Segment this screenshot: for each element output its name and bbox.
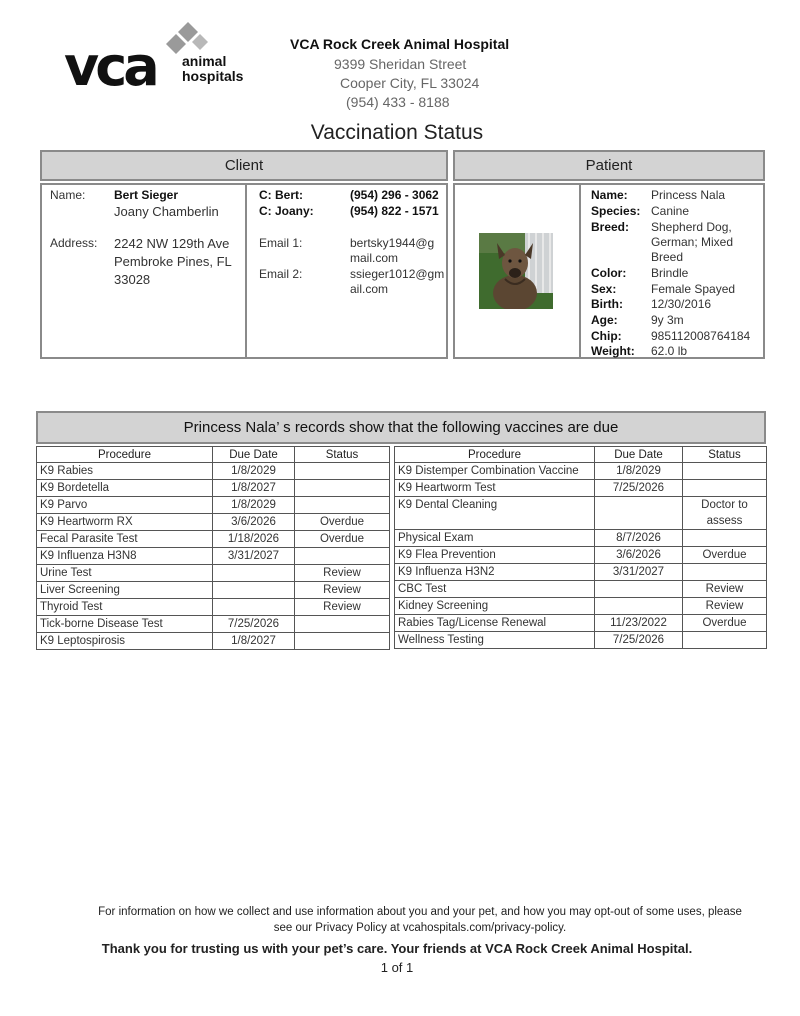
table-header-row (395, 447, 767, 463)
table-row (37, 582, 390, 599)
logo-brand: vca (64, 35, 156, 98)
status-cell (683, 480, 767, 497)
chip-label: Chip: (591, 329, 622, 343)
hospital-name: VCA Rock Creek Animal Hospital (290, 36, 510, 52)
due-date-cell: 1/8/2029 (213, 497, 295, 514)
procedure-cell: K9 Rabies (37, 463, 213, 480)
table-row (37, 599, 390, 616)
procedure-cell: Rabies Tag/License Renewal (395, 615, 595, 632)
hospital-street: 9399 Sheridan Street (334, 56, 467, 72)
client-address-line: Pembroke Pines, FL (114, 254, 232, 269)
status-cell (295, 480, 390, 497)
hospital-phone: (954) 433 - 8188 (346, 94, 450, 110)
client-name-secondary: Joany Chamberlin (114, 204, 219, 219)
client-address-line: 33028 (114, 272, 151, 287)
patient-name: Princess Nala (651, 188, 726, 202)
due-date-column-header: Due Date (213, 447, 295, 463)
due-date-cell: 3/6/2026 (213, 514, 295, 531)
status-cell (295, 497, 390, 514)
sex-label: Sex: (591, 282, 617, 296)
phone2-value: (954) 822 - 1571 (350, 204, 439, 218)
phone1-value: (954) 296 - 3062 (350, 188, 439, 202)
due-date-cell: 1/8/2027 (213, 480, 295, 497)
table-row (37, 531, 390, 548)
table-row (37, 616, 390, 633)
status-cell (295, 548, 390, 565)
due-date-cell: 8/7/2026 (595, 530, 683, 547)
email2-label: Email 2: (259, 267, 303, 281)
procedure-cell: K9 Flea Prevention (395, 547, 595, 564)
phone2-label: C: Joany: (259, 204, 314, 218)
color-label: Color: (591, 266, 627, 280)
email1-value: mail.com (350, 251, 399, 265)
status-cell (683, 463, 767, 480)
patient-panel (453, 183, 765, 359)
patient-divider (579, 185, 581, 357)
age-label: Age: (591, 313, 618, 327)
email2-value: ssieger1012@gm (350, 267, 445, 281)
status-cell: Review (295, 565, 390, 582)
vaccines-table-right (394, 446, 767, 649)
status-cell: Review (295, 582, 390, 599)
thank-you-message: Thank you for trusting us with your pet’s care. Your friends at VCA Rock Creek Animal Hospital. (101, 941, 693, 956)
sex-value: Female Spayed (651, 282, 736, 296)
table-row (395, 530, 767, 547)
chip-value: 985112008764184 (651, 329, 751, 343)
status-column-header: Status (683, 447, 767, 463)
procedure-cell: Tick-borne Disease Test (37, 616, 213, 633)
status-cell: Review (683, 581, 767, 598)
status-cell (683, 564, 767, 581)
due-date-cell: 7/25/2026 (213, 616, 295, 633)
status-cell (295, 616, 390, 633)
color-value: Brindle (651, 266, 689, 280)
due-date-cell: 3/31/2027 (595, 564, 683, 581)
due-date-cell (213, 565, 295, 582)
client-panel (40, 183, 448, 359)
due-date-cell: 1/8/2029 (213, 463, 295, 480)
procedure-cell: K9 Heartworm Test (395, 480, 595, 497)
species-label: Species: (591, 204, 641, 218)
due-date-cell: 1/8/2029 (595, 463, 683, 480)
due-date-cell: 11/23/2022 (595, 615, 683, 632)
due-date-column-header: Due Date (595, 447, 683, 463)
procedure-cell: Fecal Parasite Test (37, 531, 213, 548)
due-date-cell: 1/18/2026 (213, 531, 295, 548)
due-date-cell (213, 582, 295, 599)
procedure-column-header: Procedure (37, 447, 213, 463)
due-date-cell: 1/8/2027 (213, 633, 295, 650)
vca-logo (64, 22, 244, 98)
species-value: Canine (651, 204, 690, 218)
client-address-line: 2242 NW 129th Ave (114, 236, 230, 251)
email2-value: ail.com (350, 282, 389, 296)
due-date-cell: 7/25/2026 (595, 480, 683, 497)
table-row (395, 463, 767, 480)
procedure-cell: Physical Exam (395, 530, 595, 547)
hospital-city: Cooper City, FL 33024 (340, 75, 480, 91)
table-row (37, 633, 390, 650)
due-date-cell (595, 598, 683, 615)
client-divider (245, 185, 247, 357)
vaccines-table-left (36, 446, 390, 650)
status-cell: Review (295, 599, 390, 616)
birth-label: Birth: (591, 297, 623, 311)
table-row (395, 581, 767, 598)
table-row (37, 497, 390, 514)
table-row (395, 615, 767, 632)
status-cell (683, 530, 767, 547)
breed-label: Breed: (591, 220, 630, 234)
procedure-cell: K9 Influenza H3N2 (395, 564, 595, 581)
due-date-cell (213, 599, 295, 616)
status-cell (295, 633, 390, 650)
weight-label: Weight: (591, 344, 635, 358)
age-value: 9y 3m (651, 313, 684, 327)
vaccines-left-body (37, 463, 390, 650)
procedure-cell: Wellness Testing (395, 632, 595, 649)
vaccines-heading: Princess Nala’ s records show that the following vaccines are due (36, 411, 766, 444)
procedure-column-header: Procedure (395, 447, 595, 463)
procedure-cell: Kidney Screening (395, 598, 595, 615)
status-cell: Doctor to assess (683, 497, 767, 530)
due-date-cell (595, 497, 683, 530)
table-row (37, 548, 390, 565)
breed-value: German; Mixed (651, 235, 734, 249)
due-date-cell: 7/25/2026 (595, 632, 683, 649)
procedure-cell: Urine Test (37, 565, 213, 582)
weight-value: 62.0 lb (651, 344, 688, 358)
procedure-cell: K9 Dental Cleaning (395, 497, 595, 530)
logo-line-1: animal (182, 53, 227, 69)
phone1-label: C: Bert: (259, 188, 303, 202)
pet-photo (479, 233, 553, 309)
status-cell: Overdue (683, 615, 767, 632)
procedure-cell: K9 Heartworm RX (37, 514, 213, 531)
procedure-cell: K9 Bordetella (37, 480, 213, 497)
client-name-primary: Bert Sieger (114, 188, 179, 202)
status-cell: Overdue (295, 531, 390, 548)
email1-label: Email 1: (259, 236, 303, 250)
status-cell (683, 632, 767, 649)
status-cell: Review (683, 598, 767, 615)
client-name-label: Name: (50, 188, 86, 202)
table-row (37, 565, 390, 582)
birth-value: 12/30/2016 (651, 297, 712, 311)
status-cell: Overdue (295, 514, 390, 531)
privacy-notice-line-2: see our Privacy Policy at vcahospitals.com/privacy-policy. (273, 922, 567, 934)
table-row (37, 514, 390, 531)
table-row (395, 480, 767, 497)
breed-value: Breed (651, 250, 684, 264)
procedure-cell: K9 Influenza H3N8 (37, 548, 213, 565)
vaccines-right-body (395, 463, 767, 649)
client-address-label: Address: (50, 236, 98, 250)
due-date-cell: 3/31/2027 (213, 548, 295, 565)
table-row (395, 547, 767, 564)
procedure-cell: K9 Leptospirosis (37, 633, 213, 650)
status-cell (295, 463, 390, 480)
table-row (395, 564, 767, 581)
email1-value: bertsky1944@g (350, 236, 435, 250)
client-heading: Client (40, 150, 448, 181)
page-title: Vaccination Status (310, 121, 484, 144)
table-row (395, 598, 767, 615)
due-date-cell: 3/6/2026 (595, 547, 683, 564)
status-cell: Overdue (683, 547, 767, 564)
status-column-header: Status (295, 447, 390, 463)
logo-line-2: hospitals (182, 68, 244, 84)
procedure-cell: K9 Distemper Combination Vaccine (395, 463, 595, 480)
page-number: 1 of 1 (380, 960, 414, 975)
table-row (37, 480, 390, 497)
procedure-cell: Liver Screening (37, 582, 213, 599)
table-row (395, 497, 767, 530)
procedure-cell: CBC Test (395, 581, 595, 598)
table-row (395, 632, 767, 649)
table-header-row (37, 447, 390, 463)
procedure-cell: K9 Parvo (37, 497, 213, 514)
privacy-notice-line-1: For information on how we collect and use information about you and your pet, and how you may opt-out of some uses, please (98, 906, 742, 918)
patient-name-label: Name: (591, 188, 628, 202)
table-row (37, 463, 390, 480)
due-date-cell (595, 581, 683, 598)
breed-value: Shepherd Dog, (651, 220, 732, 234)
patient-heading: Patient (453, 150, 765, 181)
procedure-cell: Thyroid Test (37, 599, 213, 616)
